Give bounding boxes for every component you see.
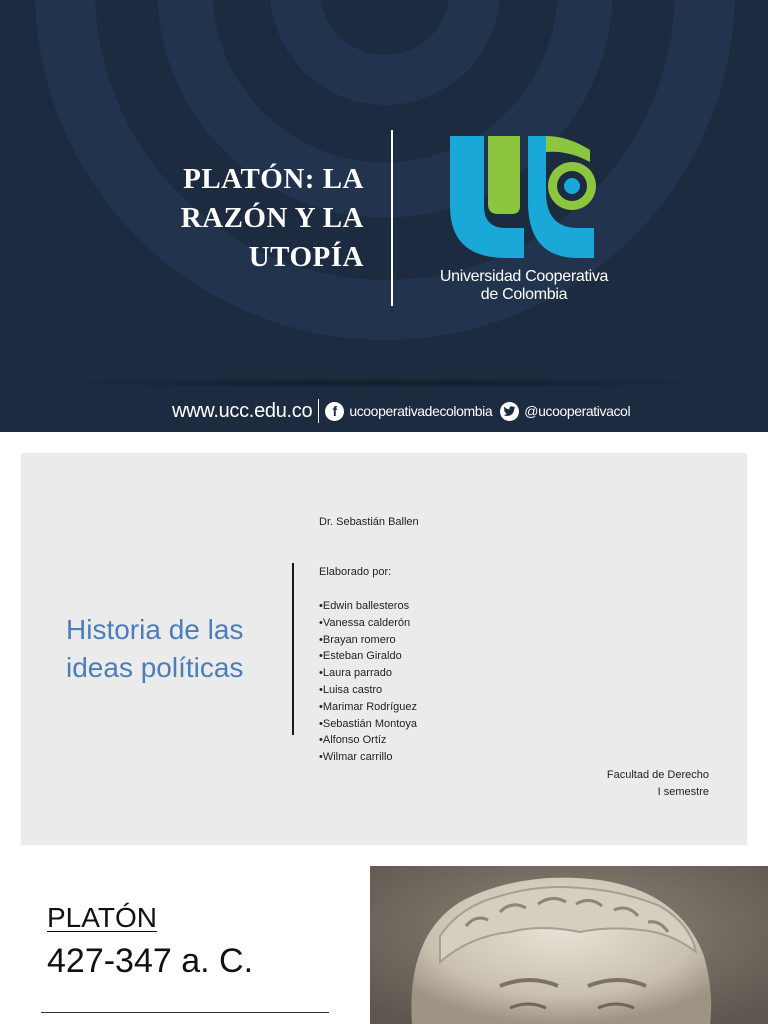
- professor-name: Dr. Sebastián Ballen: [319, 516, 419, 528]
- info-divider: [292, 563, 294, 735]
- ucc-logo-icon: [448, 132, 598, 262]
- twitter-icon: [500, 402, 519, 421]
- plato-bust-image: [370, 866, 768, 1024]
- faculty-info: [607, 767, 709, 801]
- presentation-title: [181, 160, 364, 277]
- slide-underline: [41, 1012, 329, 1013]
- list-item: •Sebastián Montoya: [319, 717, 418, 730]
- university-name-line-2: de Colombia: [480, 286, 568, 303]
- plato-slide: [0, 866, 768, 1024]
- university-name: [414, 268, 634, 304]
- members-list: [319, 598, 417, 766]
- list-item: •Vanessa calderón: [319, 616, 411, 629]
- faculty-name: Facultad de Derecho: [606, 769, 709, 781]
- philosopher-years: 427-347 a. C.: [47, 942, 254, 980]
- facebook-handle[interactable]: ucooperativadecolombia: [349, 403, 493, 419]
- footer-shadow: [40, 378, 730, 388]
- philosopher-name: PLATÓN: [47, 902, 157, 933]
- list-item: •Esteban Giraldo: [319, 650, 402, 663]
- list-item: •Marimar Rodríguez: [319, 700, 417, 713]
- list-item: •Wilmar carrillo: [319, 751, 393, 764]
- info-slide: [21, 453, 747, 845]
- title-line-1: PLATÓN: LA: [183, 163, 364, 195]
- twitter-handle[interactable]: @ucooperativacol: [524, 403, 631, 419]
- course-title-line-2: ideas políticas: [66, 652, 244, 683]
- title-line-3: UTOPÍA: [248, 241, 364, 273]
- footer-divider: [318, 399, 319, 423]
- title-line-2: RAZÓN Y LA: [180, 202, 364, 234]
- list-item: •Brayan romero: [319, 633, 396, 646]
- list-item: •Edwin ballesteros: [319, 600, 410, 612]
- course-title: [66, 611, 243, 687]
- background-rings-decoration: [0, 0, 768, 432]
- title-slide: [0, 0, 768, 432]
- title-divider: [391, 130, 393, 306]
- contact-footer: [172, 396, 638, 426]
- website-link[interactable]: www.ucc.edu.co: [172, 399, 313, 422]
- semester: I semestre: [657, 785, 709, 798]
- list-item: •Alfonso Ortíz: [319, 734, 387, 747]
- course-title-line-1: Historia de las: [66, 614, 244, 645]
- list-item: •Luisa castro: [319, 683, 383, 696]
- university-name-line-1: Universidad Cooperativa: [439, 268, 609, 285]
- prepared-by-label: Elaborado por:: [319, 566, 392, 578]
- facebook-icon: f: [325, 402, 344, 421]
- list-item: •Laura parrado: [319, 667, 392, 680]
